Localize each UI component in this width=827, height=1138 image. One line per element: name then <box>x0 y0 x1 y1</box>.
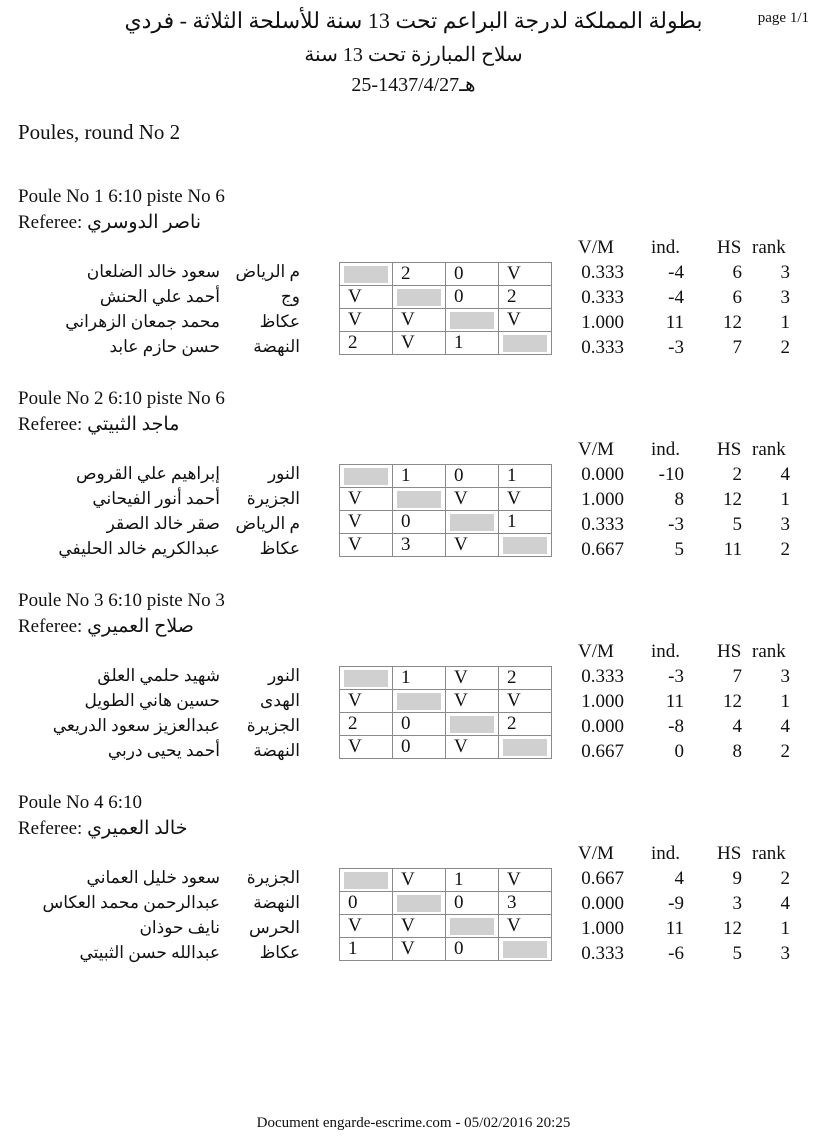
grid-row <box>340 736 552 759</box>
header-hs: HS <box>717 237 742 258</box>
bout-score-cell: 1 <box>393 667 446 690</box>
results-grid <box>339 868 552 961</box>
fencer-name: أحمد أنور الفيحاني <box>92 489 220 508</box>
fencer-rank: 1 <box>780 918 790 939</box>
fencer-indicator: -4 <box>668 262 684 283</box>
fencer-hs: 11 <box>723 539 742 560</box>
grid-row <box>340 534 552 557</box>
fencer-club: النور <box>267 666 300 685</box>
fencer-club: النهضة <box>253 337 300 356</box>
bout-score-cell: V <box>446 667 499 690</box>
fencer-hs: 2 <box>732 464 742 485</box>
grey-fill <box>397 289 441 306</box>
bout-score-cell: 0 <box>446 938 499 961</box>
bout-score-cell: 0 <box>446 892 499 915</box>
bout-score-cell: 2 <box>340 713 393 736</box>
results-grid <box>339 666 552 759</box>
grid-row <box>340 892 552 915</box>
fencer-indicator: 8 <box>674 489 684 510</box>
grid-row <box>340 263 552 286</box>
header-ind: ind. <box>651 843 681 864</box>
fencer-rank: 3 <box>780 287 790 308</box>
fencer-rank: 1 <box>780 312 790 333</box>
bout-score-cell: V <box>446 690 499 713</box>
grey-fill <box>450 716 494 733</box>
self-bout-cell <box>446 511 499 534</box>
bout-score-cell: 0 <box>393 736 446 759</box>
bout-score-cell: 0 <box>446 286 499 309</box>
bout-score-cell: 0 <box>393 511 446 534</box>
poule-header: Poule No 1 6:10 piste No 6 <box>18 186 225 207</box>
fencer-club: م الرياض <box>235 514 300 533</box>
fencer-name: عبدالله حسن الثبيتي <box>79 943 220 962</box>
fencer-name: سعود خليل العماني <box>86 868 220 887</box>
grey-fill <box>450 514 494 531</box>
fencer-hs: 12 <box>723 312 742 333</box>
grey-fill <box>344 872 388 889</box>
referee-line: Referee: ناصر الدوسري <box>18 212 202 233</box>
bout-score-cell: 1 <box>446 332 499 355</box>
fencer-vm: 0.333 <box>581 337 624 358</box>
fencer-rank: 1 <box>780 489 790 510</box>
fencer-club: الهدى <box>260 691 300 710</box>
fencer-rank: 2 <box>780 337 790 358</box>
grid-row <box>340 332 552 355</box>
fencer-club: عكاظ <box>259 539 300 558</box>
fencer-vm: 0.333 <box>581 514 624 535</box>
fencer-club: النور <box>267 464 300 483</box>
header-hs: HS <box>717 439 742 460</box>
results-grid <box>339 464 552 557</box>
fencer-vm: 1.000 <box>581 489 624 510</box>
bout-score-cell: V <box>340 736 393 759</box>
bout-score-cell: V <box>499 309 552 332</box>
fencer-club: الجزيرة <box>246 716 300 735</box>
bout-score-cell: V <box>340 534 393 557</box>
self-bout-cell <box>393 892 446 915</box>
fencer-vm: 0.000 <box>581 893 624 914</box>
fencer-club: وج <box>280 287 300 306</box>
header-vm: V/M <box>578 439 614 460</box>
fencer-rank: 4 <box>780 893 790 914</box>
fencer-indicator: 0 <box>674 741 684 762</box>
bout-score-cell: 1 <box>393 465 446 488</box>
fencer-hs: 6 <box>732 262 742 283</box>
fencer-rank: 3 <box>780 514 790 535</box>
fencer-indicator: -3 <box>668 666 684 687</box>
bout-score-cell: V <box>499 869 552 892</box>
bout-score-cell: V <box>499 263 552 286</box>
bout-score-cell: 0 <box>340 892 393 915</box>
self-bout-cell <box>499 736 552 759</box>
header-ind: ind. <box>651 439 681 460</box>
grey-fill <box>503 941 547 958</box>
fencer-indicator: -9 <box>668 893 684 914</box>
bout-score-cell: V <box>340 286 393 309</box>
bout-score-cell: 2 <box>393 263 446 286</box>
fencer-vm: 0.667 <box>581 539 624 560</box>
footer: Document engarde-escrime.com - 05/02/2016 20:25 <box>256 1115 571 1131</box>
fencer-name: حسين هاني الطويل <box>84 691 220 710</box>
fencer-name: سعود خالد الضلعان <box>86 262 220 281</box>
fencer-hs: 12 <box>723 691 742 712</box>
self-bout-cell <box>393 690 446 713</box>
fencer-name: أحمد يحيى دربي <box>107 741 220 760</box>
bout-score-cell: V <box>340 690 393 713</box>
fencer-hs: 7 <box>732 337 742 358</box>
round-title: Poules, round No 2 <box>18 120 181 144</box>
fencer-hs: 4 <box>732 716 742 737</box>
fencer-rank: 4 <box>780 464 790 485</box>
fencer-rank: 2 <box>780 539 790 560</box>
bout-score-cell: V <box>499 488 552 511</box>
weapon-subtitle: سلاح المبارزة تحت 13 سنة <box>304 44 523 66</box>
header-ind: ind. <box>651 641 681 662</box>
grid-row <box>340 938 552 961</box>
fencer-club: النهضة <box>253 741 300 760</box>
grey-fill <box>503 739 547 756</box>
page-number: page 1/1 <box>757 10 809 26</box>
bout-score-cell: V <box>446 488 499 511</box>
fencer-hs: 12 <box>723 489 742 510</box>
header-rank: rank <box>752 237 786 258</box>
bout-score-cell: 2 <box>499 713 552 736</box>
grid-row <box>340 286 552 309</box>
fencer-name: إبراهيم علي القروص <box>75 464 220 483</box>
fencer-club: عكاظ <box>259 943 300 962</box>
fencer-name: شهيد حلمي العلق <box>97 666 220 685</box>
fencer-indicator: 11 <box>665 691 684 712</box>
bout-score-cell: V <box>446 736 499 759</box>
fencer-rank: 3 <box>780 666 790 687</box>
fencer-indicator: -6 <box>668 943 684 964</box>
grid-row <box>340 869 552 892</box>
grid-row <box>340 465 552 488</box>
tournament-title: بطولة المملكة لدرجة البراعم تحت 13 سنة للأسلحة الثلاثة - فردي <box>124 8 703 33</box>
poule-header: Poule No 4 6:10 <box>18 792 143 813</box>
bout-score-cell: V <box>393 309 446 332</box>
grey-fill <box>397 491 441 508</box>
bout-score-cell: 0 <box>393 713 446 736</box>
fencer-club: الحرس <box>248 918 300 937</box>
bout-score-cell: 2 <box>499 286 552 309</box>
grey-fill <box>450 312 494 329</box>
header-rank: rank <box>752 641 786 662</box>
referee-line: Referee: صلاح العميري <box>18 616 194 637</box>
grey-fill <box>344 468 388 485</box>
header-vm: V/M <box>578 641 614 662</box>
bout-score-cell: 3 <box>393 534 446 557</box>
fencer-club: النهضة <box>253 893 300 912</box>
fencer-name: عبدالعزيز سعود الدريعي <box>52 716 220 735</box>
fencer-name: عبدالرحمن محمد العكاس <box>42 893 220 912</box>
bout-score-cell: 1 <box>499 465 552 488</box>
self-bout-cell <box>499 534 552 557</box>
poule-header: Poule No 3 6:10 piste No 3 <box>18 590 225 611</box>
self-bout-cell <box>340 263 393 286</box>
fencer-vm: 0.333 <box>581 943 624 964</box>
fencer-indicator: -4 <box>668 287 684 308</box>
fencer-hs: 7 <box>732 666 742 687</box>
fencer-vm: 1.000 <box>581 312 624 333</box>
fencer-vm: 0.333 <box>581 287 624 308</box>
bout-score-cell: V <box>499 690 552 713</box>
bout-score-cell: 2 <box>499 667 552 690</box>
grid-row <box>340 309 552 332</box>
bout-score-cell: V <box>393 332 446 355</box>
fencer-indicator: -3 <box>668 514 684 535</box>
self-bout-cell <box>340 465 393 488</box>
self-bout-cell <box>499 332 552 355</box>
fencer-hs: 5 <box>732 514 742 535</box>
fencer-indicator: -10 <box>658 464 684 485</box>
fencer-club: عكاظ <box>259 312 300 331</box>
fencer-indicator: -8 <box>668 716 684 737</box>
fencer-name: محمد جمعان الزهراني <box>65 312 220 331</box>
fencer-hs: 8 <box>732 741 742 762</box>
header-hs: HS <box>717 641 742 662</box>
self-bout-cell <box>446 309 499 332</box>
fencer-name: عبدالكريم خالد الحليفي <box>58 539 220 558</box>
fencer-indicator: -3 <box>668 337 684 358</box>
fencer-indicator: 4 <box>674 868 684 889</box>
grey-fill <box>503 335 547 352</box>
fencer-vm: 0.000 <box>581 716 624 737</box>
fencer-club: الجزيرة <box>246 489 300 508</box>
fencer-vm: 0.333 <box>581 666 624 687</box>
fencer-club: الجزيرة <box>246 868 300 887</box>
fencer-name: صقر خالد الصقر <box>106 514 220 533</box>
fencer-indicator: 5 <box>674 539 684 560</box>
fencer-rank: 2 <box>780 868 790 889</box>
grid-row <box>340 667 552 690</box>
date-line: 25-1437/4/27هـ <box>351 74 476 96</box>
fencer-name: حسن حازم عابد <box>109 337 220 356</box>
fencer-vm: 0.667 <box>581 868 624 889</box>
bout-score-cell: V <box>340 915 393 938</box>
fencer-hs: 5 <box>732 943 742 964</box>
bout-score-cell: V <box>340 511 393 534</box>
grey-fill <box>397 693 441 710</box>
bout-score-cell: V <box>393 915 446 938</box>
fencer-indicator: 11 <box>665 312 684 333</box>
bout-score-cell: 1 <box>446 869 499 892</box>
fencer-hs: 12 <box>723 918 742 939</box>
self-bout-cell <box>393 488 446 511</box>
grey-fill <box>344 266 388 283</box>
bout-score-cell: 1 <box>499 511 552 534</box>
bout-score-cell: V <box>340 309 393 332</box>
fencer-rank: 1 <box>780 691 790 712</box>
grid-row <box>340 488 552 511</box>
fencer-rank: 4 <box>780 716 790 737</box>
bout-score-cell: 0 <box>446 263 499 286</box>
fencer-vm: 1.000 <box>581 918 624 939</box>
bout-score-cell: V <box>393 938 446 961</box>
bout-score-cell: V <box>393 869 446 892</box>
fencer-hs: 9 <box>732 868 742 889</box>
grid-row <box>340 713 552 736</box>
grey-fill <box>397 895 441 912</box>
header-rank: rank <box>752 439 786 460</box>
fencer-vm: 0.333 <box>581 262 624 283</box>
grey-fill <box>503 537 547 554</box>
grey-fill <box>344 670 388 687</box>
fencer-hs: 3 <box>732 893 742 914</box>
fencer-club: م الرياض <box>235 262 300 281</box>
fencer-hs: 6 <box>732 287 742 308</box>
header-vm: V/M <box>578 237 614 258</box>
self-bout-cell <box>446 713 499 736</box>
grid-row <box>340 915 552 938</box>
fencer-vm: 1.000 <box>581 691 624 712</box>
self-bout-cell <box>393 286 446 309</box>
grid-row <box>340 511 552 534</box>
self-bout-cell <box>499 938 552 961</box>
fencer-vm: 0.000 <box>581 464 624 485</box>
fencer-rank: 3 <box>780 262 790 283</box>
bout-score-cell: 3 <box>499 892 552 915</box>
fencer-indicator: 11 <box>665 918 684 939</box>
fencer-rank: 3 <box>780 943 790 964</box>
bout-score-cell: 0 <box>446 465 499 488</box>
bout-score-cell: V <box>499 915 552 938</box>
header-vm: V/M <box>578 843 614 864</box>
grid-row <box>340 690 552 713</box>
fencer-name: أحمد علي الحنش <box>99 287 220 306</box>
self-bout-cell <box>340 869 393 892</box>
bout-score-cell: 1 <box>340 938 393 961</box>
self-bout-cell <box>340 667 393 690</box>
fencer-rank: 2 <box>780 741 790 762</box>
self-bout-cell <box>446 915 499 938</box>
grey-fill <box>450 918 494 935</box>
referee-line: Referee: ماجد الثبيتي <box>18 414 180 435</box>
header-ind: ind. <box>651 237 681 258</box>
fencer-vm: 0.667 <box>581 741 624 762</box>
bout-score-cell: 2 <box>340 332 393 355</box>
header-hs: HS <box>717 843 742 864</box>
fencer-name: نايف حوذان <box>139 918 220 937</box>
header-rank: rank <box>752 843 786 864</box>
poule-header: Poule No 2 6:10 piste No 6 <box>18 388 225 409</box>
bout-score-cell: V <box>340 488 393 511</box>
results-grid <box>339 262 552 355</box>
bout-score-cell: V <box>446 534 499 557</box>
referee-line: Referee: خالد العميري <box>18 818 188 839</box>
